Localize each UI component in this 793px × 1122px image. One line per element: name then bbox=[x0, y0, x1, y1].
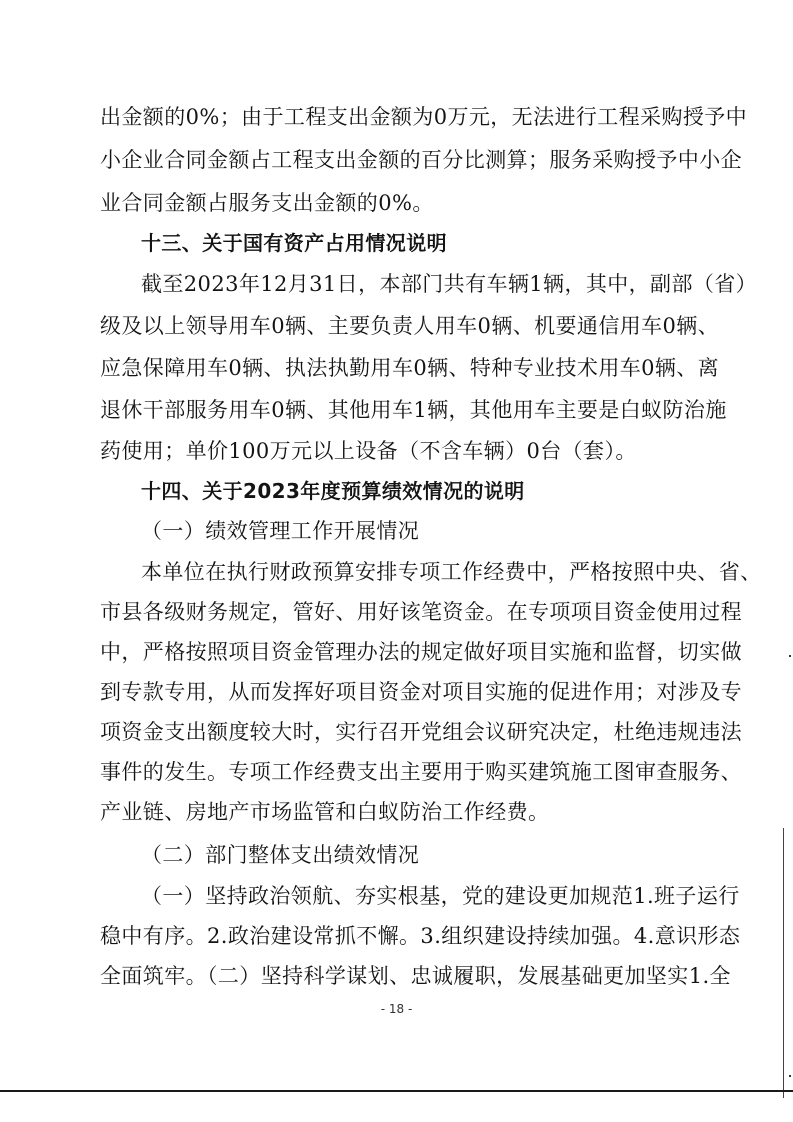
scan-edge-line bbox=[783, 828, 784, 1098]
paragraph-line: 全面筑牢。（二）坚持科学谋划、忠诚履职，发展基础更加坚实1.全 bbox=[100, 964, 731, 988]
paragraph-line: 药使用；单价100万元以上设备（不含车辆）0台（套）。 bbox=[100, 439, 637, 463]
paragraph-line: 市县各级财务规定，管好、用好该笔资金。在专项项目资金使用过程 bbox=[100, 600, 742, 624]
scan-bottom-border bbox=[0, 1090, 793, 1092]
paragraph-line: 稳中有序。2.政治建设常抓不懈。3.组织建设持续加强。4.意识形态 bbox=[100, 924, 741, 948]
paragraph-line: 本单位在执行财政预算安排专项工作经费中，严格按照中央、省、 bbox=[141, 560, 762, 584]
paragraph-line: 小企业合同金额占工程支出金额的百分比测算；服务采购授予中小企 bbox=[100, 148, 742, 172]
paragraph-line: 业合同金额占服务支出金额的0%。 bbox=[100, 191, 434, 215]
paragraph-line: 中，严格按照项目资金管理办法的规定做好项目实施和监督，切实做 bbox=[100, 640, 742, 664]
page-number: - 18 - bbox=[380, 1002, 413, 1016]
paragraph-line: 到专款专用，从而发挥好项目资金对项目实施的促进作用；对涉及专 bbox=[100, 680, 742, 704]
paragraph-line: 级及以上领导用车0辆、主要负责人用车0辆、机要通信用车0辆、 bbox=[100, 314, 720, 338]
paragraph-line: （一）坚持政治领航、夯实根基，党的建设更加规范1.班子运行 bbox=[141, 884, 740, 908]
paragraph-line: 事件的发生。专项工作经费支出主要用于购买建筑施工图审查服务、 bbox=[100, 760, 742, 784]
paragraph-line: 截至2023年12月31日，本部门共有车辆1辆，其中，副部（省） bbox=[141, 272, 758, 296]
paragraph-line: 产业链、房地产市场监管和白蚁防治工作经费。 bbox=[100, 800, 550, 824]
section-heading: 十三、关于国有资产占用情况说明 bbox=[141, 231, 447, 255]
paragraph-line: 退休干部服务用车0辆、其他用车1辆，其他用车主要是白蚁防治施 bbox=[100, 398, 727, 422]
subsection-heading: （一）绩效管理工作开展情况 bbox=[141, 519, 420, 543]
paragraph-line: 项资金支出额度较大时，实行召开党组会议研究决定，杜绝违规违法 bbox=[100, 720, 742, 744]
subsection-heading: （二）部门整体支出绩效情况 bbox=[141, 843, 420, 867]
scan-speck bbox=[789, 655, 791, 657]
section-heading: 十四、关于2023年度预算绩效情况的说明 bbox=[141, 479, 525, 503]
paragraph-line: 出金额的0%；由于工程支出金额为0万元，无法进行工程采购授予中 bbox=[100, 105, 748, 129]
paragraph-line: 应急保障用车0辆、执法执勤用车0辆、特种专业技术用车0辆、离 bbox=[100, 356, 720, 380]
scan-speck bbox=[789, 1075, 791, 1077]
